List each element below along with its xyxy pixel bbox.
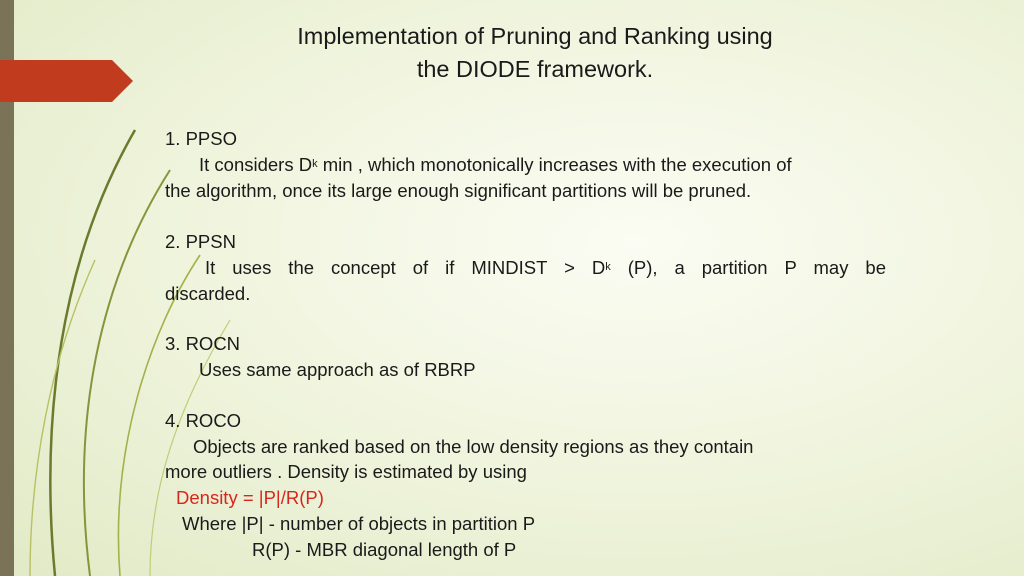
item-1-line-1	[199, 153, 792, 177]
item-2-superscript: k	[605, 261, 611, 273]
item-4-heading: 4. ROCO	[165, 410, 242, 431]
slide-title	[240, 20, 830, 86]
item-3-line-1: Uses same approach as of RBRP	[199, 359, 476, 380]
item-2-heading: 2. PPSN	[165, 231, 236, 252]
item-4-line-1: Objects are ranked based on the low density regions as they contain	[193, 436, 754, 457]
item-1-text-a: It considers D	[199, 154, 313, 175]
title-line-2: the DIODE framework.	[416, 56, 654, 82]
density-formula: Density = |P|/R(P)	[176, 487, 324, 508]
item-1-text-b: min , which monotonically increases with the execution of	[317, 154, 792, 175]
where-line-1: Where |P| - number of objects in partition P	[182, 513, 536, 534]
item-2-line-2: discarded.	[165, 283, 251, 304]
red-arrow-tab	[0, 60, 133, 102]
item-2-line-1	[205, 256, 886, 280]
item-4-line-2: more outliers . Density is estimated by using	[165, 461, 527, 482]
item-1-superscript: k	[312, 158, 318, 170]
item-3-heading: 3. ROCN	[165, 333, 241, 354]
item-1-heading: 1. PPSO	[165, 128, 237, 149]
item-2-text-b: (P), a partition P may be	[610, 257, 886, 278]
item-1-line-2: the algorithm, once its large enough significant partitions will be pruned.	[165, 180, 752, 201]
where-line-2: R(P) - MBR diagonal length of P	[252, 539, 517, 560]
title-line-1: Implementation of Pruning and Ranking using	[297, 23, 773, 49]
item-2-text-a: It uses the concept of if MINDIST > D	[205, 257, 606, 278]
